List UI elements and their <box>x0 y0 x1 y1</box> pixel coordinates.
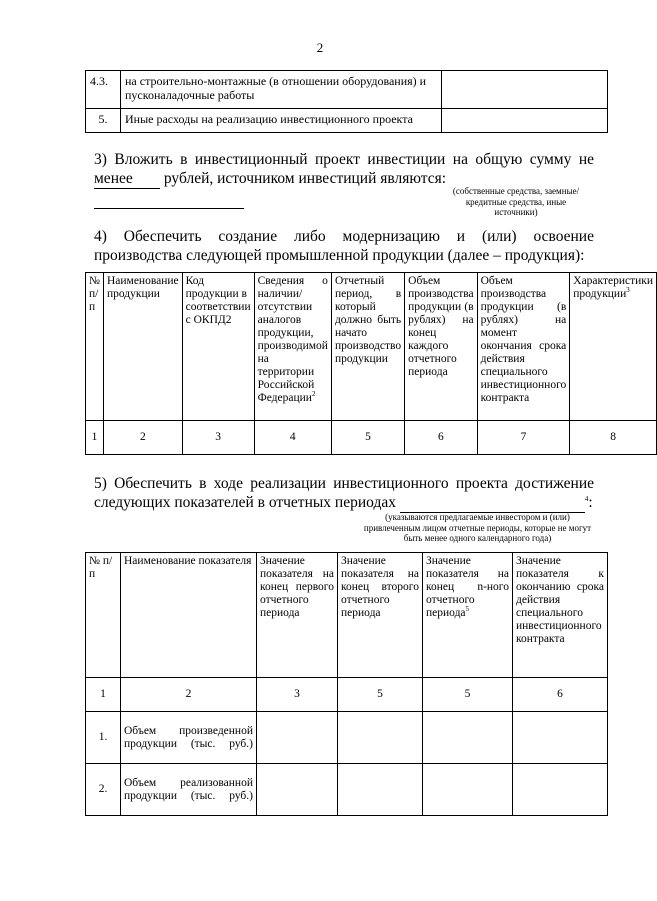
column-number: 8 <box>570 421 657 455</box>
table-row <box>86 712 608 764</box>
row-value <box>442 71 608 109</box>
value-cell <box>513 712 608 764</box>
indicator-name: Объем произведенной продукции (тыс. руб.) <box>121 712 257 764</box>
section-3-text: 3) Вложить в инвестиционный проект инвестиции на общую сумму не менее <box>94 151 594 187</box>
column-number: 5 <box>331 421 404 455</box>
table-row <box>86 109 608 133</box>
section-5-label: 5) Обеспечить в ходе реализации инвестиционного проекта достижение следующих показателей в отчетных периодах <box>94 475 594 511</box>
header-cell: Наименование продукции <box>103 273 182 421</box>
section-4-text: 4) Обеспечить создание либо модернизацию и (или) освоение производства следующей промышленной продукции (далее – продукция): <box>94 228 594 264</box>
page-number: 2 <box>316 40 324 55</box>
table-row <box>86 71 608 109</box>
column-number: 4 <box>254 421 331 455</box>
value-cell <box>423 764 513 816</box>
header-cell: Объем производства продукции (в рублях) на момент окончания срока действия специального инвестиционного контракта <box>477 273 570 421</box>
header-cell: Код продукции в соответствии с ОКПД2 <box>182 273 254 421</box>
section-3-text-2: рублей, источником инвестиций являются: <box>163 170 447 187</box>
row-number: 5. <box>86 109 121 133</box>
products-table <box>85 272 657 455</box>
reporting-periods-blank <box>400 493 585 513</box>
row-text: Иные расходы на реализацию инвестиционного проекта <box>121 109 442 133</box>
row-number: 2. <box>86 764 121 816</box>
table-row <box>86 764 608 816</box>
table-header-row <box>86 273 657 421</box>
header-cell: Объем производства продукции (в рублях) на конец каждого отчетного периода <box>405 273 477 421</box>
row-value <box>442 109 608 133</box>
header-cell: Характеристики продукции$^3$ <box>570 273 657 421</box>
column-number: 3 <box>257 678 338 712</box>
header-cell: Наименование показателя <box>121 553 257 678</box>
value-cell <box>257 712 338 764</box>
row-text: на строительно-монтажные (в отношении оборудования) и пусконаладочные работы <box>121 71 442 109</box>
header-cell: Значение показателя на конец n-ного отчетного периода$^5$ <box>423 553 513 678</box>
row-number: 1. <box>86 712 121 764</box>
value-cell <box>423 712 513 764</box>
column-number: 2 <box>103 421 182 455</box>
section-3-note: (собственные средства, заемные/кредитные средства, иные источники) <box>452 186 580 217</box>
column-number: 1 <box>86 678 121 712</box>
column-number: 1 <box>86 421 104 455</box>
value-cell <box>257 764 338 816</box>
value-cell <box>338 764 423 816</box>
header-cell: Значение показателя на конец первого отчетного периода <box>257 553 338 678</box>
value-cell <box>513 764 608 816</box>
column-number: 7 <box>477 421 570 455</box>
column-number: 5 <box>423 678 513 712</box>
value-cell <box>338 712 423 764</box>
table-number-row <box>86 421 657 455</box>
indicators-table <box>85 552 608 816</box>
indicator-name: Объем реализованной продукции (тыс. руб.) <box>121 764 257 816</box>
table-header-row <box>86 553 608 678</box>
header-cell: Отчетный период, в который должно быть начато производство продукции <box>331 273 404 421</box>
table-number-row <box>86 678 608 712</box>
header-cell: Сведения о наличии/отсутствии аналогов продукции, производимой на территории Российской Федерации$^2$ <box>254 273 331 421</box>
expenses-table <box>85 70 608 133</box>
column-number: 3 <box>182 421 254 455</box>
column-number: 6 <box>513 678 608 712</box>
header-cell: Значение показателя к окончанию срока действия специального инвестиционного контракта <box>513 553 608 678</box>
column-number: 6 <box>405 421 477 455</box>
investment-source-blank <box>94 189 244 209</box>
header-cell: № п/п <box>86 553 121 678</box>
section-5-text: 5) Обеспечить в ходе реализации инвестиционного проекта достижение следующих показателей в отчетных периодах $^4$: <box>94 475 594 511</box>
row-number: 4.3. <box>86 71 121 109</box>
column-number: 2 <box>121 678 257 712</box>
section-5-note: (указываются предлагаемые инвестором и (или) привлеченным лицом отчетные периоды, которые не могут быть менее одного календарного года) <box>363 512 592 543</box>
column-number: 5 <box>338 678 423 712</box>
investment-sum-blank <box>94 169 160 189</box>
header-cell: Значение показателя на конец второго отчетного периода <box>338 553 423 678</box>
header-cell: № п/п <box>86 273 104 421</box>
